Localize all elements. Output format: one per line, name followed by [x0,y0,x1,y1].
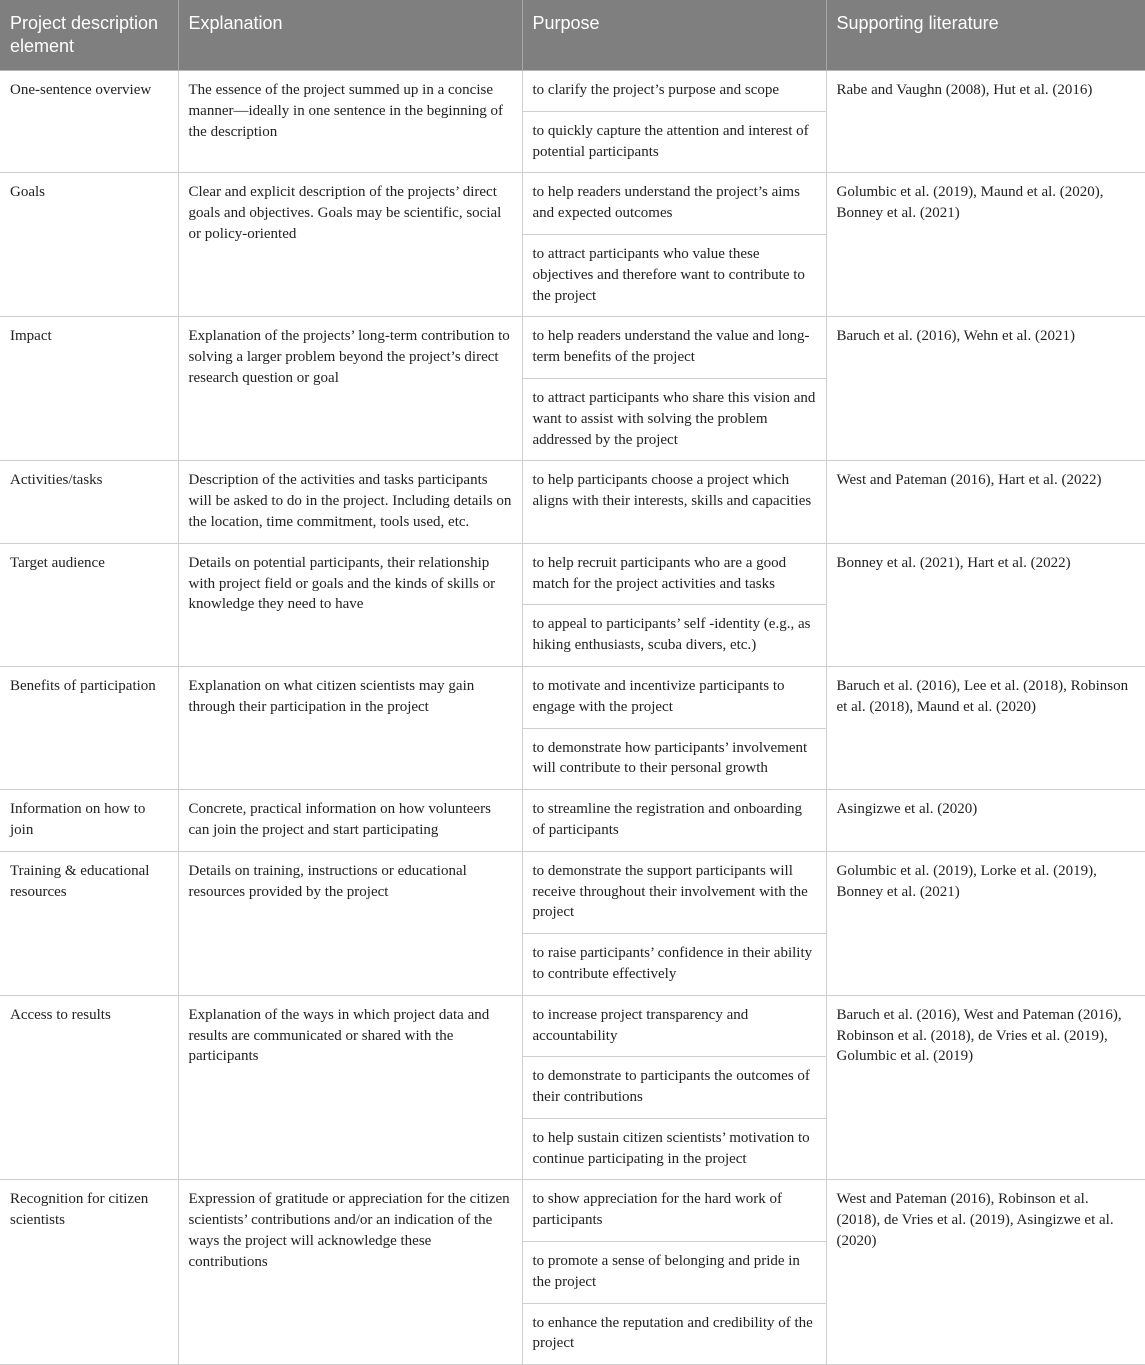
row-literature-cell: Baruch et al. (2016), West and Pateman (2016), Robinson et al. (2018), de Vries et al. (2019), Golumbic et al. (2019) [826,995,1145,1180]
table-header-row [0,0,1145,71]
table-row [0,543,1145,605]
table-body [0,71,1145,1365]
row-explanation-cell: Explanation of the projects’ long-term contribution to solving a larger problem beyond the project’s direct research question or goal [178,317,522,461]
row-element-cell: Recognition for citizen scientists [0,1180,178,1365]
row-purpose-cell: to show appreciation for the hard work of participants [522,1180,826,1242]
row-purpose-cell: to promote a sense of belonging and pride in the project [522,1242,826,1304]
row-explanation-cell: Clear and explicit description of the projects’ direct goals and objectives. Goals may be scientific, social or policy-oriented [178,173,522,317]
row-element-cell: Activities/tasks [0,461,178,543]
row-purpose-cell: to appeal to participants’ self -identity (e.g., as hiking enthusiasts, scuba divers, etc.) [522,605,826,667]
row-purpose-cell: to attract participants who value these objectives and therefore want to contribute to the project [522,234,826,316]
row-explanation-cell: Concrete, practical information on how volunteers can join the project and start participating [178,790,522,852]
row-element-cell: Training & educational resources [0,851,178,995]
table-row [0,851,1145,933]
table-row [0,71,1145,112]
row-explanation-cell: Explanation on what citizen scientists may gain through their participation in the project [178,666,522,789]
row-element-cell: Information on how to join [0,790,178,852]
row-element-cell: Impact [0,317,178,461]
row-purpose-cell: to demonstrate the support participants will receive throughout their involvement with the project [522,851,826,933]
row-purpose-cell: to demonstrate to participants the outcomes of their contributions [522,1057,826,1119]
row-literature-cell: West and Pateman (2016), Hart et al. (2022) [826,461,1145,543]
row-literature-cell: Baruch et al. (2016), Wehn et al. (2021) [826,317,1145,461]
table-row [0,1180,1145,1242]
row-purpose-cell: to quickly capture the attention and interest of potential participants [522,111,826,173]
table-row [0,790,1145,852]
row-purpose-cell: to raise participants’ confidence in their ability to contribute effectively [522,934,826,996]
row-purpose-cell: to motivate and incentivize participants to engage with the project [522,666,826,728]
row-purpose-cell: to demonstrate how participants’ involvement will contribute to their personal growth [522,728,826,790]
row-literature-cell: West and Pateman (2016), Robinson et al. (2018), de Vries et al. (2019), Asingizwe et al. (2020) [826,1180,1145,1365]
header-explanation: Explanation [178,0,522,71]
row-element-cell: Target audience [0,543,178,666]
row-explanation-cell: Expression of gratitude or appreciation for the citizen scientists’ contributions and/or an indication of the ways the project will acknowledge these contributions [178,1180,522,1365]
row-literature-cell: Asingizwe et al. (2020) [826,790,1145,852]
row-element-cell: Goals [0,173,178,317]
row-purpose-cell: to help readers understand the value and long-term benefits of the project [522,317,826,379]
row-literature-cell: Bonney et al. (2021), Hart et al. (2022) [826,543,1145,666]
row-purpose-cell: to attract participants who share this vision and want to assist with solving the problem addressed by the project [522,378,826,460]
row-explanation-cell: Explanation of the ways in which project data and results are communicated or shared with the participants [178,995,522,1180]
row-explanation-cell: Description of the activities and tasks participants will be asked to do in the project. Including details on the location, time commitment, tools used, etc. [178,461,522,543]
header-purpose: Purpose [522,0,826,71]
row-purpose-cell: to help participants choose a project which aligns with their interests, skills and capacities [522,461,826,543]
row-purpose-cell: to increase project transparency and accountability [522,995,826,1057]
row-purpose-cell: to help sustain citizen scientists’ motivation to continue participating in the project [522,1118,826,1180]
row-purpose-cell: to help readers understand the project’s aims and expected outcomes [522,173,826,235]
row-element-cell: Access to results [0,995,178,1180]
header-literature: Supporting literature [826,0,1145,71]
row-purpose-cell: to enhance the reputation and credibility of the project [522,1303,826,1365]
row-explanation-cell: The essence of the project summed up in a concise manner—ideally in one sentence in the beginning of the description [178,71,522,173]
row-purpose-cell: to streamline the registration and onboarding of participants [522,790,826,852]
row-purpose-cell: to clarify the project’s purpose and scope [522,71,826,112]
row-literature-cell: Golumbic et al. (2019), Maund et al. (2020), Bonney et al. (2021) [826,173,1145,317]
row-literature-cell: Rabe and Vaughn (2008), Hut et al. (2016) [826,71,1145,173]
header-element: Project description element [0,0,178,71]
table-row [0,173,1145,235]
row-element-cell: Benefits of participation [0,666,178,789]
table-row [0,317,1145,379]
row-literature-cell: Baruch et al. (2016), Lee et al. (2018), Robinson et al. (2018), Maund et al. (2020) [826,666,1145,789]
row-explanation-cell: Details on potential participants, their relationship with project field or goals and the kinds of skills or knowledge they need to have [178,543,522,666]
row-explanation-cell: Details on training, instructions or educational resources provided by the project [178,851,522,995]
table-row [0,666,1145,728]
row-literature-cell: Golumbic et al. (2019), Lorke et al. (2019), Bonney et al. (2021) [826,851,1145,995]
row-purpose-cell: to help recruit participants who are a good match for the project activities and tasks [522,543,826,605]
row-element-cell: One-sentence overview [0,71,178,173]
table-row [0,995,1145,1057]
table-row [0,461,1145,543]
